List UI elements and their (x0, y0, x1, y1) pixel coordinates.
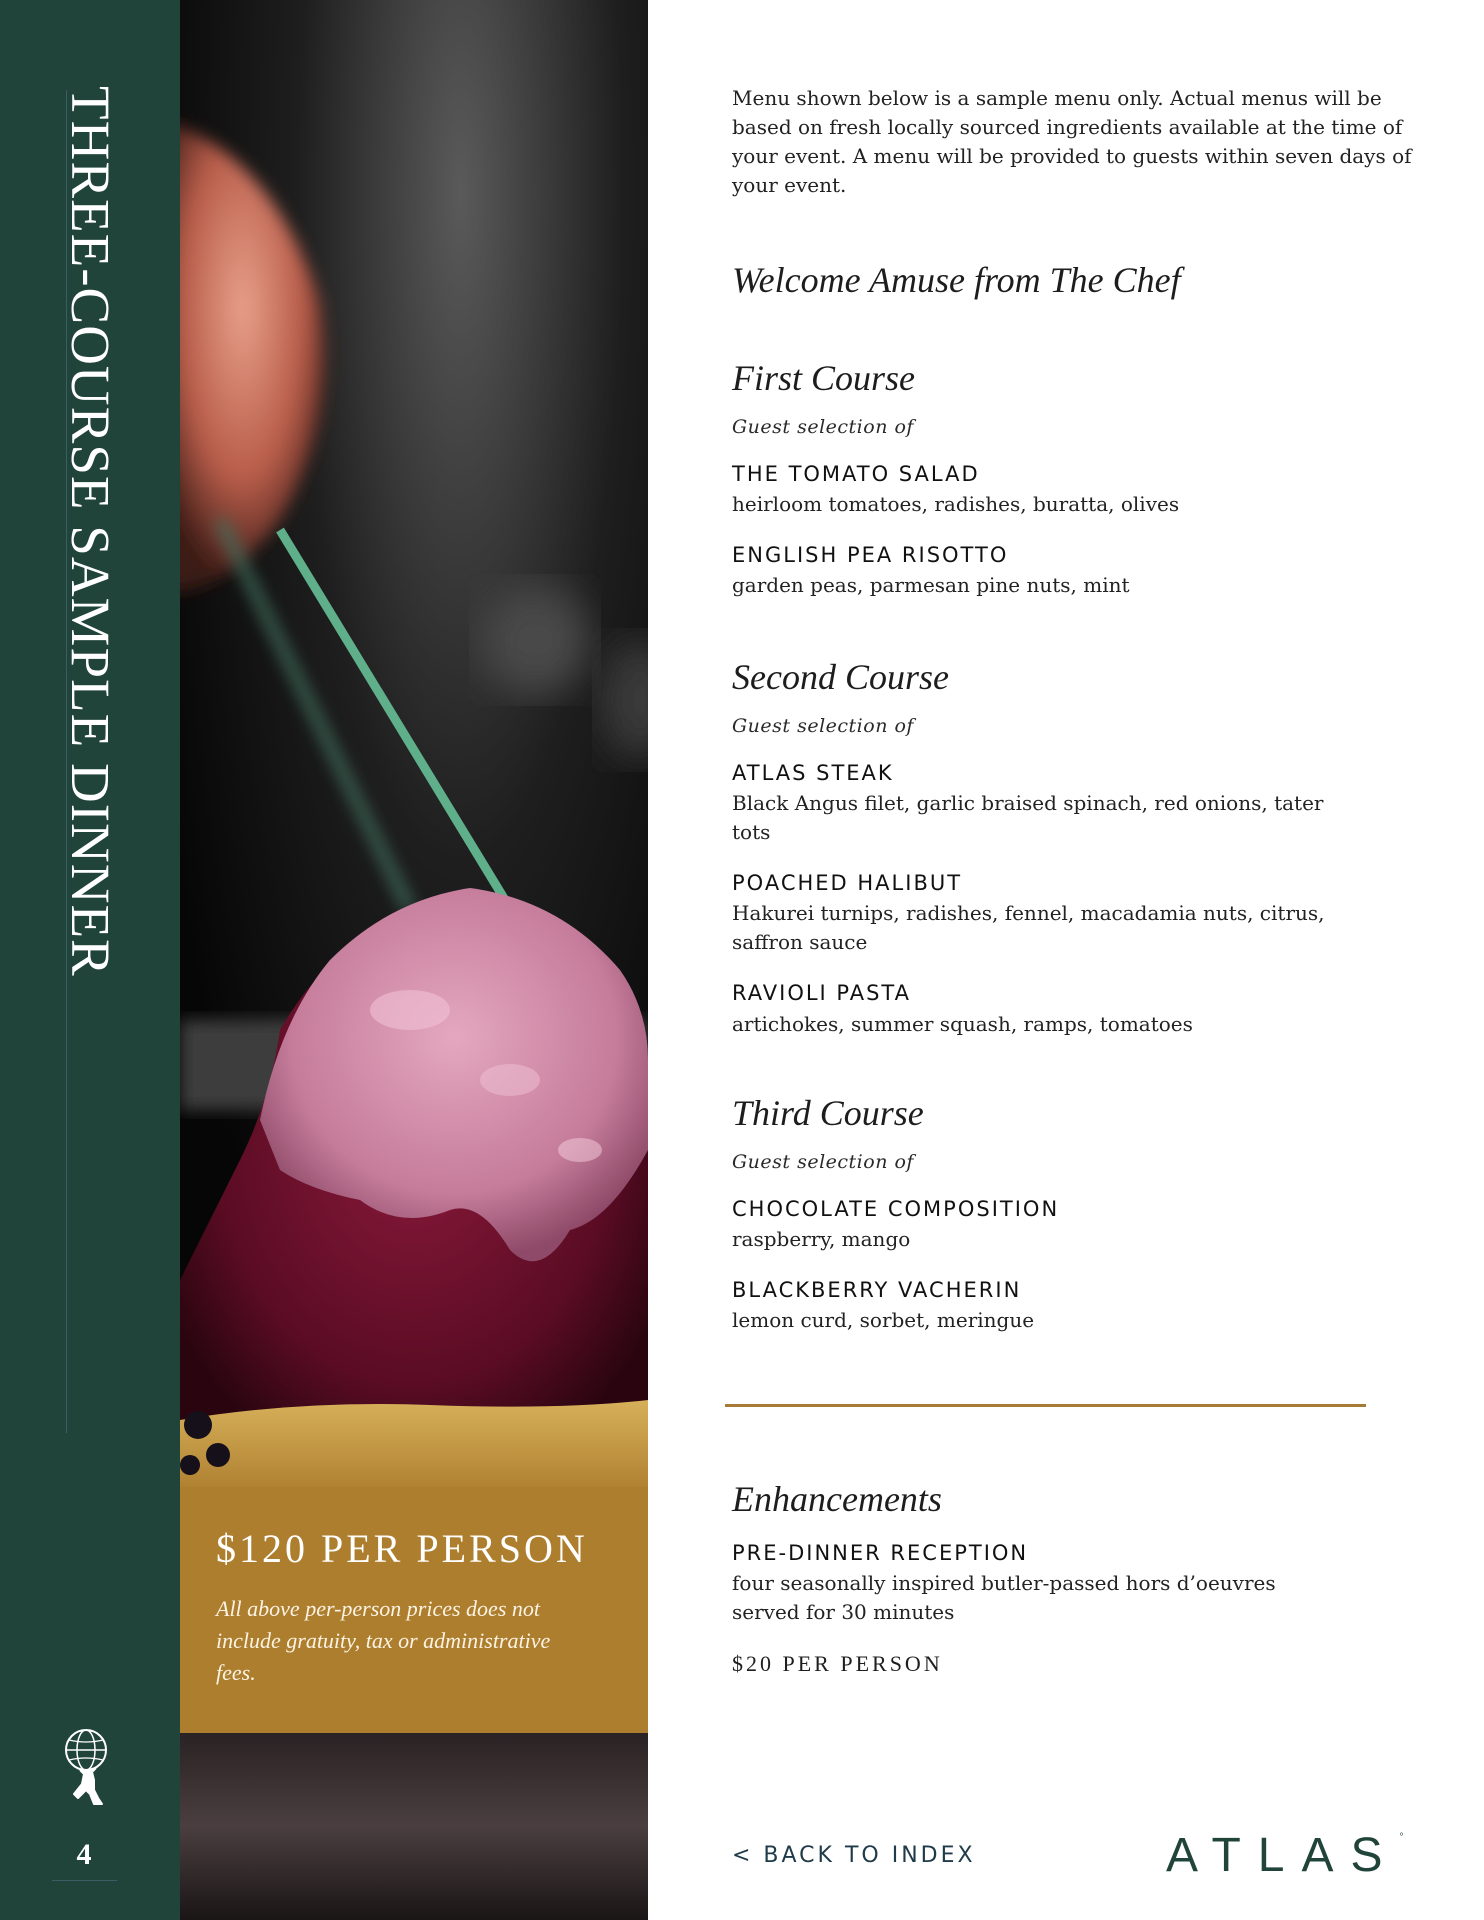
brand-mark: ° (1399, 1832, 1404, 1843)
menu-item (732, 981, 1412, 1038)
course-second (732, 659, 1412, 1039)
welcome-heading: Welcome Amuse from The Chef (732, 260, 1181, 300)
atlas-figure-icon (60, 1728, 112, 1808)
enhancement-price: $20 PER PERSON (732, 1651, 943, 1677)
dish-name: RAVIOLI PASTA (732, 981, 911, 1006)
back-to-index-link[interactable]: < BACK TO INDEX (732, 1843, 976, 1868)
menu-item (732, 871, 1412, 957)
dish-description: four seasonally inspired butler-passed hors d’oeuvres served for 30 minutes (732, 1571, 1276, 1625)
course-title: Third Course (732, 1093, 924, 1133)
dish-description: garden peas, parmesan pine nuts, mint (732, 573, 1130, 598)
brand-logo (1166, 1828, 1404, 1883)
enhancements-title: Enhancements (732, 1479, 942, 1519)
dish-name: ENGLISH PEA RISOTTO (732, 543, 1009, 568)
page-title: THREE-COURSE SAMPLE DINNER (60, 86, 121, 977)
dish-description: raspberry, mango (732, 1227, 911, 1252)
dish-name: POACHED HALIBUT (732, 871, 963, 896)
selection-note: Guest selection of (732, 1151, 914, 1173)
dish-name: BLACKBERRY VACHERIN (732, 1278, 1022, 1303)
intro-text: Menu shown below is a sample menu only. Actual menus will be based on fresh locally sourced ingredients available at the time of your event. A menu will be provided to guests within seven days of your event. (732, 86, 1412, 197)
price-box (180, 1487, 648, 1733)
brand-name: ATLAS (1166, 1829, 1400, 1882)
course-third (732, 1095, 1412, 1335)
intro-block (732, 84, 1412, 200)
menu-item (732, 1541, 1412, 1627)
dish-name: ATLAS STEAK (732, 761, 894, 785)
sidebar (0, 0, 180, 1920)
selection-note: Guest selection of (732, 715, 914, 737)
dish-name: THE TOMATO SALAD (732, 462, 980, 486)
menu-item (732, 1278, 1412, 1335)
section-divider (725, 1404, 1366, 1407)
dish-description: Hakurei turnips, radishes, fennel, macadamia nuts, citrus, saffron sauce (732, 901, 1325, 955)
menu-item (732, 1197, 1412, 1254)
enhancements-section (732, 1481, 1412, 1677)
price-title: $120 PER PERSON (216, 1526, 588, 1571)
price-note: All above per-person prices does not include gratuity, tax or administrative fees. (216, 1596, 551, 1685)
course-title: Second Course (732, 657, 949, 697)
menu-item (732, 462, 1412, 519)
dish-description: Black Angus filet, garlic braised spinach, red onions, tater tots (732, 791, 1324, 845)
course-first (732, 360, 1412, 600)
dish-description: heirloom tomatoes, radishes, buratta, olives (732, 492, 1180, 517)
page-number-underline (52, 1880, 117, 1881)
menu-item (732, 543, 1412, 600)
page-number: 4 (76, 1838, 92, 1871)
dish-name: PRE-DINNER RECEPTION (732, 1541, 1029, 1565)
course-title: First Course (732, 358, 916, 398)
dish-description: artichokes, summer squash, ramps, tomatoes (732, 1011, 1193, 1036)
selection-note: Guest selection of (732, 416, 914, 438)
dish-description: lemon curd, sorbet, meringue (732, 1308, 1035, 1333)
menu-item (732, 761, 1412, 847)
dish-name: CHOCOLATE COMPOSITION (732, 1197, 1060, 1221)
